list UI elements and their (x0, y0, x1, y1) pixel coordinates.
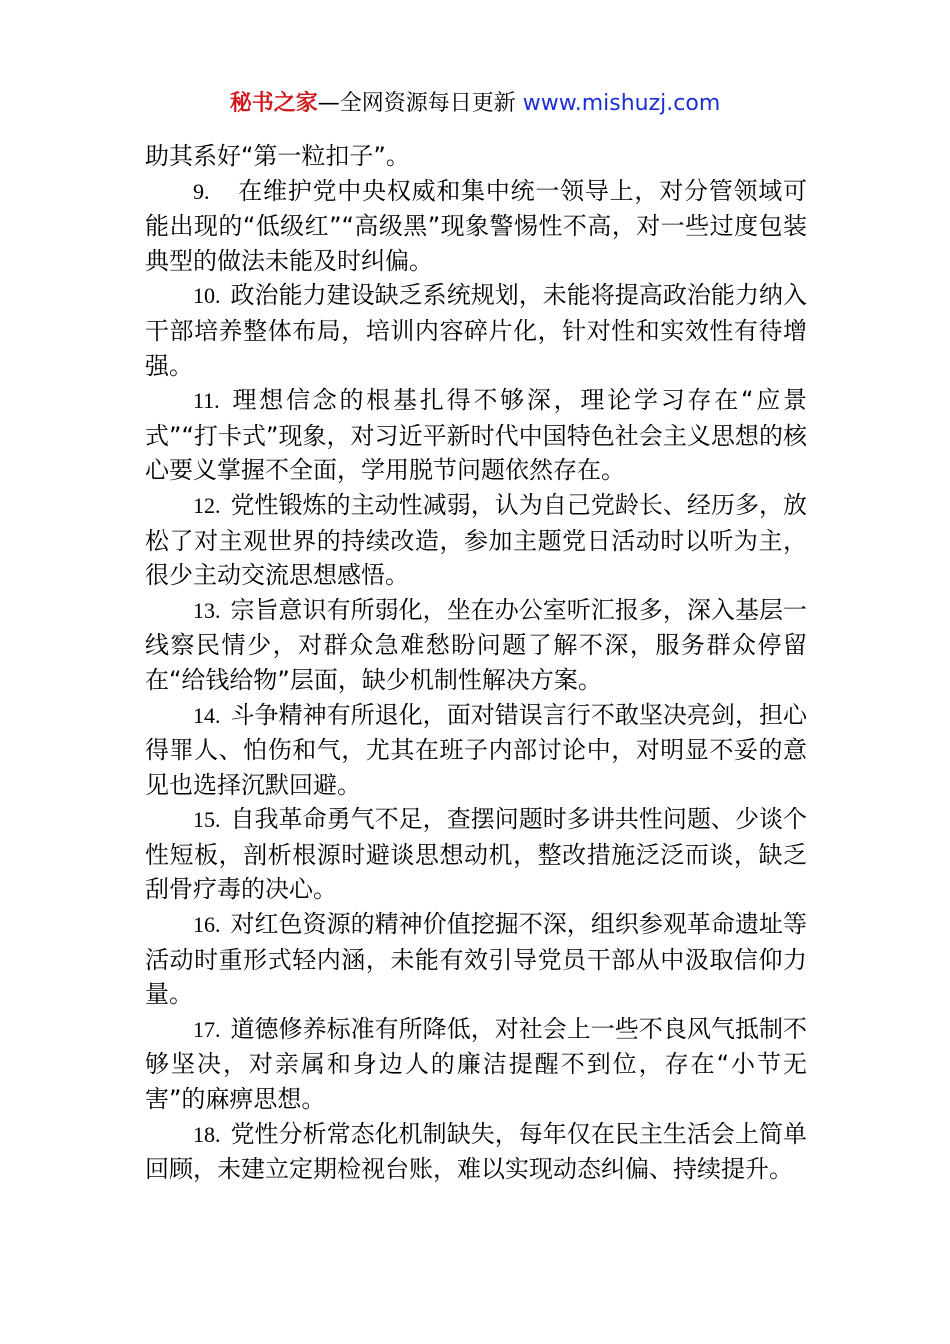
paragraph-item (145, 278, 807, 383)
paragraph-item (145, 802, 807, 907)
paragraph-item (145, 907, 807, 1012)
paragraph-text: 在维护党中央权威和集中统一领导上，对分管领域可能出现的“低级红”“高级黑”现象警惕性不高，对一些过度包装典型的做法未能及时纠偏。 (145, 176, 807, 275)
document-body (145, 139, 807, 1187)
brand-name: 秘书之家 (229, 91, 318, 116)
paragraph-item (145, 1012, 807, 1117)
paragraph-item (145, 174, 807, 279)
header-tagline: —全网资源每日更新 (317, 91, 516, 116)
item-number: 17. (193, 1016, 221, 1042)
paragraph-text: 对红色资源的精神价值挖掘不深，组织参观革命遗址等活动时重形式轻内涵，未能有效引导党员干部从中汲取信仰力量。 (145, 910, 807, 1009)
item-number: 14. (193, 702, 221, 728)
paragraph-item (145, 1117, 807, 1187)
paragraph-text: 党性分析常态化机制缺失，每年仅在民主生活会上简单回顾，未建立定期检视台账，难以实现动态纠偏、持续提升。 (145, 1119, 807, 1184)
paragraph-text: 宗旨意识有所弱化，坐在办公室听汇报多，深入基层一线察民情少，对群众急难愁盼问题了解不深，服务群众停留在“给钱给物”层面，缺少机制性解决方案。 (145, 595, 807, 694)
site-url-link[interactable]: www.mishuzj.com (522, 91, 721, 116)
paragraph-text: 政治能力建设缺乏系统规划，未能将提高政治能力纳入干部培养整体布局，培训内容碎片化，针对性和实效性有待增强。 (145, 281, 807, 380)
item-number: 13. (193, 597, 221, 623)
paragraph-text: 理想信念的根基扎得不够深，理论学习存在“应景式”“打卡式”现象，对习近平新时代中国特色社会主义思想的核心要义掌握不全面，学用脱节问题依然存在。 (145, 386, 807, 485)
paragraph-item (145, 698, 807, 803)
paragraph-text: 自我革命勇气不足，查摆问题时多讲共性问题、少谈个性短板，剖析根源时避谈思想动机，整改措施泛泛而谈，缺乏刮骨疗毒的决心。 (145, 805, 807, 904)
paragraph-item (145, 383, 807, 488)
paragraph-item (145, 488, 807, 593)
paragraph-text: 道德修养标准有所降低，对社会上一些不良风气抵制不够坚决，对亲属和身边人的廉洁提醒不到位，存在“小节无害”的麻痹思想。 (145, 1014, 807, 1114)
item-number: 10. (193, 283, 221, 309)
item-number: 11. (193, 388, 220, 414)
paragraph-continuation (145, 139, 807, 174)
paragraph-text: 斗争精神有所退化，面对错误言行不敢坚决亮剑，担心得罪人、怕伤和气，尤其在班子内部讨论中，对明显不妥的意见也选择沉默回避。 (145, 700, 807, 799)
paragraph-item (145, 593, 807, 698)
paragraph-text: 助其系好“第一粒扣子”。 (145, 142, 410, 170)
item-number: 12. (193, 492, 221, 518)
item-number: 9. (193, 178, 210, 204)
item-number: 16. (193, 912, 221, 938)
item-number: 15. (193, 807, 221, 833)
paragraph-text: 党性锻炼的主动性减弱，认为自己党龄长、经历多，放松了对主观世界的持续改造，参加主题党日活动时以听为主，很少主动交流思想感悟。 (145, 490, 807, 590)
item-number: 18. (193, 1121, 221, 1147)
page-header (0, 88, 950, 120)
